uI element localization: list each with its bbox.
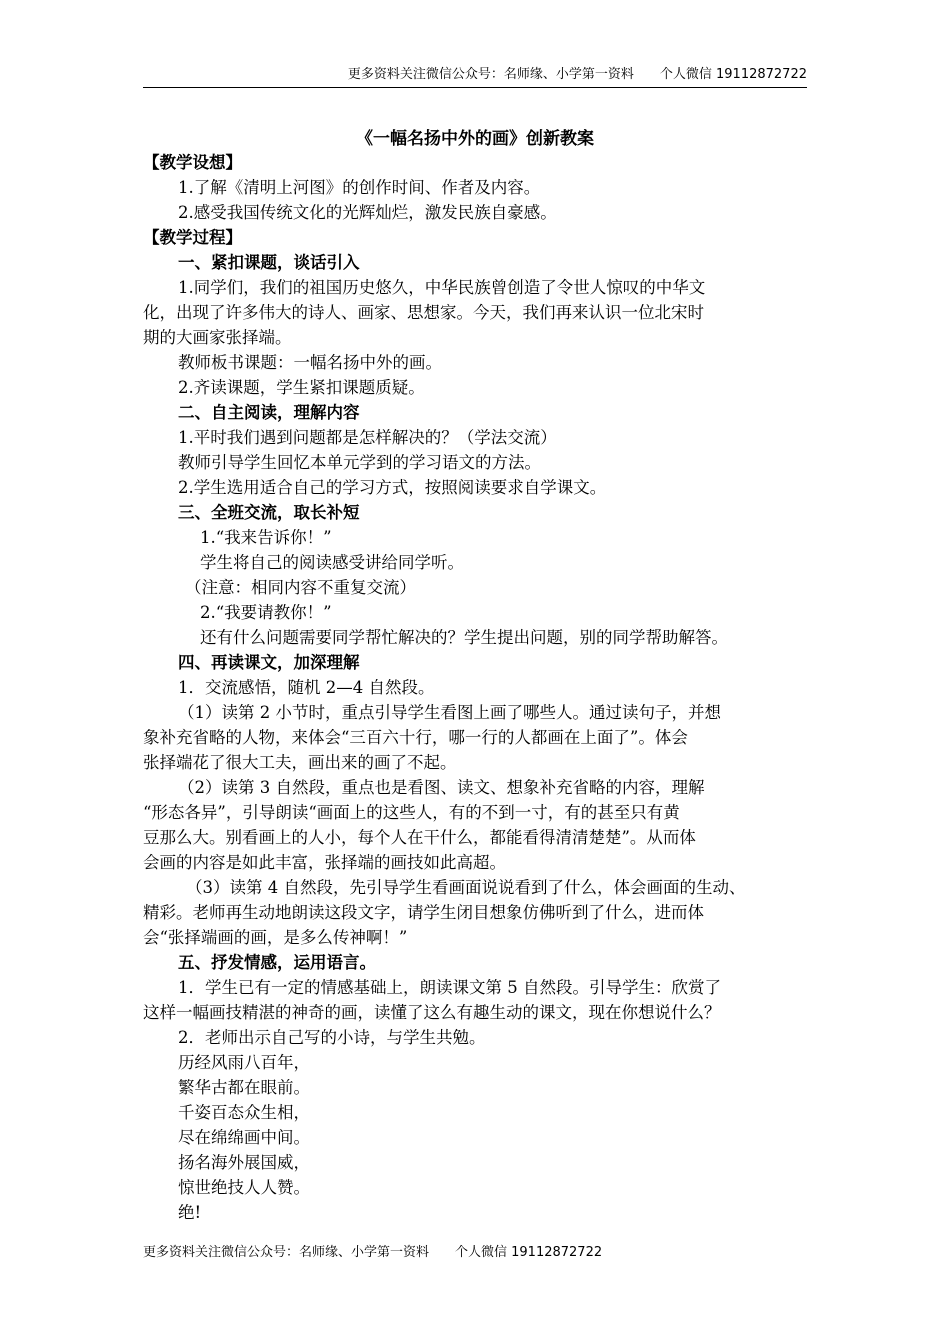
poem-line: 惊世绝技人人赞。 xyxy=(178,1178,310,1197)
poem-line: 扬名海外展国威， xyxy=(178,1153,310,1172)
text-line: 会“张择端画的画，是多么传神啊！” xyxy=(143,928,408,947)
subsection-heading: 五、抒发情感，运用语言。 xyxy=(178,953,376,972)
poem-line: 千姿百态众生相， xyxy=(178,1103,310,1122)
text-line: 豆那么大。别看画上的人小，每个人在干什么，都能看得清清楚楚”。从而体 xyxy=(143,828,696,847)
subsection-heading: 四、再读课文，加深理解 xyxy=(178,653,360,672)
text-line: 1.了解《清明上河图》的创作时间、作者及内容。 xyxy=(178,178,541,197)
text-line: （3）读第 4 自然段，先引导学生看画面说说看到了什么，体会画面的生动、 xyxy=(186,878,746,897)
page-footer: 更多资料关注微信公众号：名师缘、小学第一资料 个人微信 19112872722 xyxy=(143,1245,603,1260)
text-line: 1．学生已有一定的情感基础上，朗读课文第 5 自然段。引导学生：欣赏了 xyxy=(178,978,721,997)
text-line: （2）读第 3 自然段，重点也是看图、读文、想象补充省略的内容，理解 xyxy=(178,778,705,797)
poem-line: 尽在绵绵画中间。 xyxy=(178,1128,310,1147)
subsection-heading: 二、自主阅读，理解内容 xyxy=(178,403,360,422)
text-line: 2.感受我国传统文化的光辉灿烂，激发民族自豪感。 xyxy=(178,203,557,222)
poem-line: 绝! xyxy=(178,1203,202,1222)
text-line: 教师引导学生回忆本单元学到的学习语文的方法。 xyxy=(178,453,541,472)
text-line: 2.“我要请教你！” xyxy=(200,603,332,622)
text-line: 2．老师出示自己写的小诗，与学生共勉。 xyxy=(178,1028,486,1047)
text-line: 学生将自己的阅读感受讲给同学听。 xyxy=(200,553,464,572)
poem-line: 历经风雨八百年， xyxy=(178,1053,310,1072)
text-line: 1.平时我们遇到问题都是怎样解决的？（学法交流） xyxy=(178,428,557,447)
text-line: （1）读第 2 小节时，重点引导学生看图上画了哪些人。通过读句子，并想 xyxy=(178,703,721,722)
section-heading-teaching-idea: 【教学设想】 xyxy=(143,153,242,172)
text-line: 化，出现了许多伟大的诗人、画家、思想家。今天，我们再来认识一位北宋时 xyxy=(143,303,704,322)
text-line: 这样一幅画技精湛的神奇的画，读懂了这么有趣生动的课文，现在你想说什么？ xyxy=(143,1003,721,1022)
text-line: 象补充省略的人物，来体会“三百六十行，哪一行的人都画在上面了”。体会 xyxy=(143,728,688,747)
text-line: 1.“我来告诉你！” xyxy=(200,528,332,547)
text-line: 1．交流感悟，随机 2—4 自然段。 xyxy=(178,678,435,697)
subsection-heading: 三、全班交流，取长补短 xyxy=(178,503,360,522)
page-header: 更多资料关注微信公众号：名师缘、小学第一资料 个人微信 19112872722 xyxy=(347,67,807,82)
text-line: 张择端花了很大工夫，画出来的画了不起。 xyxy=(143,753,457,772)
subsection-heading: 一、紧扣课题，谈话引入 xyxy=(178,253,360,272)
poem-line: 繁华古都在眼前。 xyxy=(178,1078,310,1097)
text-line: （注意：相同内容不重复交流） xyxy=(185,578,416,597)
header-divider xyxy=(143,87,807,88)
document-title: 《一幅名扬中外的画》创新教案 xyxy=(356,129,594,149)
text-line: 2.齐读课题，学生紧扣课题质疑。 xyxy=(178,378,425,397)
text-line: 精彩。老师再生动地朗读这段文字，请学生闭目想象仿佛听到了什么，进而体 xyxy=(143,903,704,922)
text-line: “形态各异”，引导朗读“画面上的这些人，有的不到一寸，有的甚至只有黄 xyxy=(143,803,680,822)
text-line: 1.同学们，我们的祖国历史悠久，中华民族曾创造了令世人惊叹的中华文 xyxy=(178,278,706,297)
text-line: 还有什么问题需要同学帮忙解决的？学生提出问题，别的同学帮助解答。 xyxy=(200,628,728,647)
text-line: 会画的内容是如此丰富，张择端的画技如此高超。 xyxy=(143,853,506,872)
text-line: 2.学生选用适合自己的学习方式，按照阅读要求自学课文。 xyxy=(178,478,607,497)
section-heading-teaching-process: 【教学过程】 xyxy=(143,228,242,247)
text-line: 教师板书课题：一幅名扬中外的画。 xyxy=(178,353,442,372)
text-line: 期的大画家张择端。 xyxy=(143,328,292,347)
